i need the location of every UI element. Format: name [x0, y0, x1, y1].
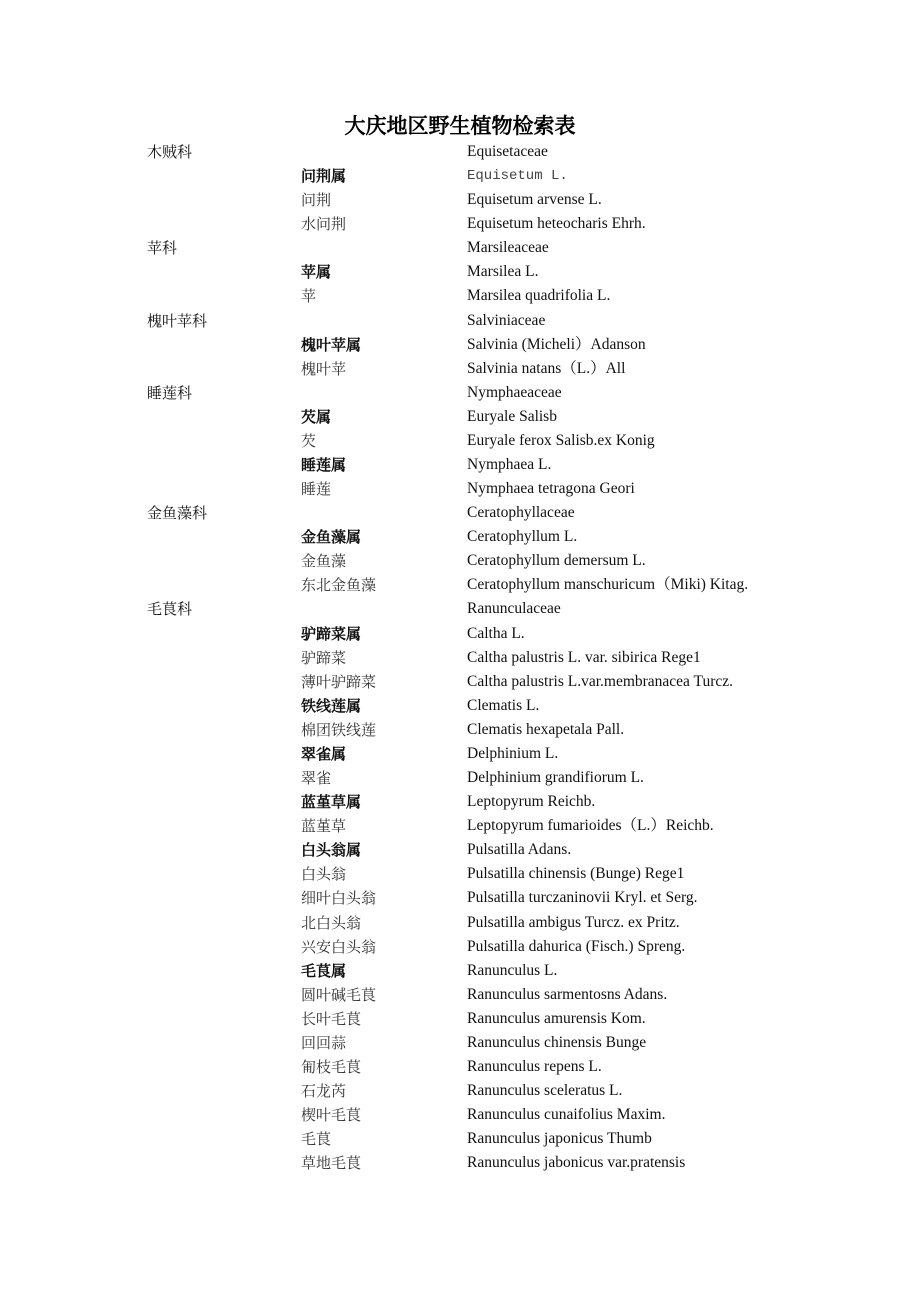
- species-row: [0, 188, 920, 212]
- genus-latin-name: Clematis L.: [467, 696, 540, 714]
- family-latin-name: Equisetaceae: [467, 143, 548, 160]
- species-chinese-name: 棉团铁线莲: [301, 720, 377, 739]
- species-row: [0, 1127, 920, 1151]
- genus-row: [0, 405, 920, 429]
- genus-chinese-name: 金鱼藻属: [301, 528, 362, 547]
- genus-latin-name: Euryale Salisb: [467, 407, 557, 425]
- genus-chinese-name: 槐叶苹属: [301, 335, 362, 354]
- species-latin-name: Delphinium grandifiorum L.: [467, 769, 644, 787]
- species-row: [0, 935, 920, 959]
- species-row: [0, 284, 920, 308]
- family-chinese-name: 槐叶苹科: [147, 311, 208, 330]
- species-row: [0, 718, 920, 742]
- genus-chinese-name: 睡莲属: [301, 456, 347, 475]
- species-chinese-name: 水问荆: [301, 215, 347, 234]
- species-latin-name: Nymphaea tetragona Geori: [467, 480, 635, 498]
- family-chinese-name: 毛茛科: [147, 600, 193, 619]
- species-latin-name: Ranunculus japonicus Thumb: [467, 1130, 652, 1148]
- species-chinese-name: 槐叶苹: [301, 359, 347, 378]
- species-latin-name: Equisetum arvense L.: [467, 191, 602, 209]
- family-chinese-name: 苹科: [147, 239, 178, 258]
- family-latin-name: Nymphaeaceae: [467, 383, 562, 401]
- species-latin-name: Pulsatilla dahurica (Fisch.) Spreng.: [467, 937, 686, 955]
- species-row: [0, 1055, 920, 1079]
- genus-latin-name: Salvinia (Micheli）Adanson: [467, 335, 646, 353]
- genus-chinese-name: 芡属: [301, 407, 332, 426]
- species-row: [0, 646, 920, 670]
- genus-latin-name: Equisetum L.: [467, 168, 568, 185]
- genus-chinese-name: 毛茛属: [301, 961, 347, 980]
- species-chinese-name: 北白头翁: [301, 913, 362, 932]
- species-row: [0, 1103, 920, 1127]
- species-row: [0, 477, 920, 501]
- genus-row: [0, 164, 920, 188]
- genus-latin-name: Leptopyrum Reichb.: [467, 793, 596, 811]
- genus-row: [0, 453, 920, 477]
- species-row: [0, 1031, 920, 1055]
- family-chinese-name: 木贼科: [147, 143, 193, 161]
- genus-chinese-name: 蓝堇草属: [301, 793, 362, 812]
- genus-row: [0, 525, 920, 549]
- species-latin-name: Caltha palustris L.var.membranacea Turcz.: [467, 672, 734, 690]
- family-row: [0, 309, 920, 333]
- genus-latin-name: Caltha L.: [467, 624, 525, 642]
- species-chinese-name: 蓝堇草: [301, 817, 347, 836]
- species-row: [0, 1151, 920, 1175]
- species-chinese-name: 睡莲: [301, 480, 332, 499]
- document-title: 大庆地区野生植物检索表: [344, 114, 576, 138]
- species-chinese-name: 薄叶驴蹄菜: [301, 672, 377, 691]
- species-row: [0, 670, 920, 694]
- species-latin-name: Clematis hexapetala Pall.: [467, 720, 625, 738]
- genus-chinese-name: 白头翁属: [301, 841, 362, 860]
- species-latin-name: Ranunculus repens L.: [467, 1057, 602, 1075]
- genus-row: [0, 694, 920, 718]
- species-row: [0, 983, 920, 1007]
- family-row: [0, 140, 920, 164]
- species-chinese-name: 草地毛茛: [301, 1154, 362, 1173]
- species-chinese-name: 回回蒜: [301, 1033, 347, 1052]
- species-latin-name: Salvinia natans（L.）All: [467, 359, 626, 377]
- genus-row: [0, 959, 920, 983]
- species-latin-name: Ranunculus sarmentosns Adans.: [467, 985, 668, 1003]
- family-row: [0, 597, 920, 621]
- species-chinese-name: 长叶毛茛: [301, 1009, 362, 1028]
- genus-row: [0, 333, 920, 357]
- genus-chinese-name: 铁线莲属: [301, 696, 362, 715]
- species-chinese-name: 圆叶碱毛茛: [301, 985, 377, 1004]
- species-row: [0, 1079, 920, 1103]
- genus-latin-name: Delphinium L.: [467, 744, 559, 762]
- genus-latin-name: Pulsatilla Adans.: [467, 841, 572, 859]
- species-chinese-name: 毛茛: [301, 1130, 332, 1149]
- species-row: [0, 1007, 920, 1031]
- species-row: [0, 549, 920, 573]
- species-chinese-name: 楔叶毛茛: [301, 1106, 362, 1125]
- species-chinese-name: 石龙芮: [301, 1082, 347, 1101]
- species-latin-name: Equisetum heteocharis Ehrh.: [467, 215, 646, 233]
- species-latin-name: Leptopyrum fumarioides（L.）Reichb.: [467, 817, 714, 835]
- species-latin-name: Ranunculus amurensis Kom.: [467, 1009, 646, 1027]
- species-row: [0, 212, 920, 236]
- genus-latin-name: Ranunculus L.: [467, 961, 558, 979]
- species-row: [0, 766, 920, 790]
- species-latin-name: Ceratophyllum manschuricum（Miki) Kitag.: [467, 576, 749, 594]
- genus-latin-name: Marsilea L.: [467, 263, 539, 281]
- family-row: [0, 381, 920, 405]
- family-latin-name: Ceratophyllaceae: [467, 504, 575, 522]
- genus-latin-name: Ceratophyllum L.: [467, 528, 578, 546]
- species-latin-name: Euryale ferox Salisb.ex Konig: [467, 431, 655, 449]
- family-row: [0, 501, 920, 525]
- family-chinese-name: 睡莲科: [147, 383, 193, 402]
- species-chinese-name: 细叶白头翁: [301, 889, 377, 908]
- species-latin-name: Ranunculus cunaifolius Maxim.: [467, 1106, 666, 1124]
- plant-index-table: [0, 140, 920, 1175]
- species-latin-name: Ranunculus jabonicus var.pratensis: [467, 1154, 686, 1172]
- genus-row: [0, 838, 920, 862]
- species-row: [0, 911, 920, 935]
- species-latin-name: Ceratophyllum demersum L.: [467, 552, 646, 570]
- species-latin-name: Caltha palustris L. var. sibirica Rege1: [467, 648, 701, 666]
- species-chinese-name: 白头翁: [301, 865, 347, 884]
- species-chinese-name: 驴蹄菜: [301, 648, 347, 667]
- species-latin-name: Marsilea quadrifolia L.: [467, 287, 611, 305]
- species-chinese-name: 问荆: [301, 191, 332, 210]
- species-chinese-name: 金鱼藻: [301, 552, 347, 571]
- genus-chinese-name: 翠雀属: [301, 744, 347, 763]
- species-row: [0, 814, 920, 838]
- genus-chinese-name: 驴蹄菜属: [301, 624, 362, 643]
- genus-chinese-name: 苹属: [301, 263, 332, 282]
- species-chinese-name: 兴安白头翁: [301, 937, 377, 956]
- species-row: [0, 357, 920, 381]
- genus-chinese-name: 问荆属: [301, 167, 347, 186]
- species-row: [0, 862, 920, 886]
- species-chinese-name: 苹: [301, 287, 317, 306]
- species-latin-name: Ranunculus chinensis Bunge: [467, 1033, 647, 1051]
- genus-row: [0, 260, 920, 284]
- species-chinese-name: 芡: [301, 431, 317, 450]
- family-latin-name: Ranunculaceae: [467, 600, 561, 618]
- species-chinese-name: 匍枝毛茛: [301, 1057, 362, 1076]
- species-row: [0, 429, 920, 453]
- species-chinese-name: 东北金鱼藻: [301, 576, 377, 595]
- species-latin-name: Pulsatilla turczaninovii Kryl. et Serg.: [467, 889, 698, 907]
- species-latin-name: Ranunculus sceleratus L.: [467, 1082, 623, 1100]
- species-row: [0, 573, 920, 597]
- family-chinese-name: 金鱼藻科: [147, 504, 208, 523]
- species-chinese-name: 翠雀: [301, 769, 332, 788]
- family-latin-name: Marsileaceae: [467, 239, 549, 257]
- genus-row: [0, 742, 920, 766]
- species-latin-name: Pulsatilla ambigus Turcz. ex Pritz.: [467, 913, 680, 931]
- genus-row: [0, 622, 920, 646]
- species-latin-name: Pulsatilla chinensis (Bunge) Rege1: [467, 865, 685, 883]
- species-row: [0, 886, 920, 910]
- genus-latin-name: Nymphaea L.: [467, 456, 552, 474]
- family-row: [0, 236, 920, 260]
- family-latin-name: Salviniaceae: [467, 311, 546, 329]
- genus-row: [0, 790, 920, 814]
